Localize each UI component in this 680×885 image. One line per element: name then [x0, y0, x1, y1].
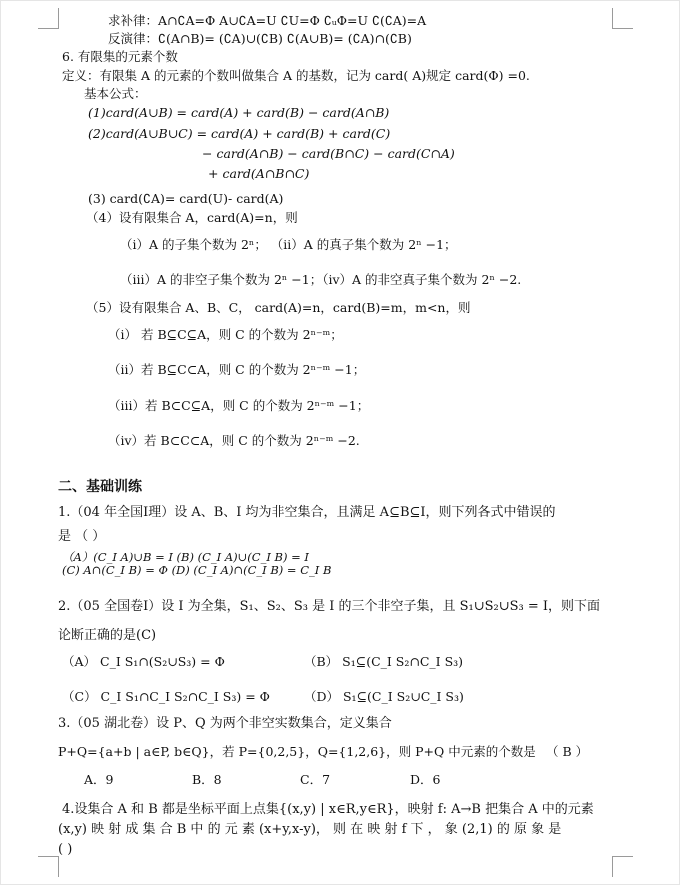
question-3-option-a: A．9 [84, 772, 114, 787]
item-4-nonempty-subsets: （ⅲ）A 的非空子集个数为 2ⁿ −1；（ⅳ）A 的非空真子集个数为 2ⁿ −2. [120, 272, 522, 287]
item-4-subsets: （ⅰ）A 的子集个数为 2ⁿ； （ⅱ）A 的真子集个数为 2ⁿ −1； [120, 237, 457, 252]
question-3-option-c: C．7 [300, 772, 331, 787]
question-3: 3.（05 湖北卷）设 P、Q 为两个非空实数集合，定义集合 [58, 716, 392, 731]
formula-1: (1)card(A∪B) = card(A) + card(B) − card(A∩B) [88, 105, 390, 120]
crop-mark-top-right [612, 8, 633, 29]
section-2-heading: 二、基础训练 [58, 479, 142, 495]
question-2-option-b: （B） S₁⊆(C_I S₂∩C_I S₃) [304, 654, 464, 669]
item-5-case-i: （ⅰ） 若 B⊆C⊆A，则 C 的个数为 2ⁿ⁻ᵐ； [108, 327, 343, 342]
definition-line: 定义：有限集 A 的元素的个数叫做集合 A 的基数，记为 card( A)规定 card(Φ) =0. [62, 68, 530, 83]
question-4-continued: (x,y) 映 射 成 集 合 B 中 的 元 素 (x+y,x-y)， 则 在 映 射 f 下 ， 象 (2,1) 的 原 象 是 [58, 822, 562, 837]
question-2: 2.（05 全国卷Ⅰ）设 I 为全集，S₁、S₂、S₃ 是 I 的三个非空子集，且 S₁∪S₂∪S₃ = I，则下面 [58, 599, 601, 614]
question-2-option-d: （D） S₁⊆(C_I S₂∪C_I S₃) [304, 689, 464, 704]
formula-2: (2)card(A∪B∪C) = card(A) + card(B) + card(C) [88, 126, 391, 141]
item-4-heading: （4）设有限集合 A，card(A)=n，则 [86, 210, 298, 225]
item-5-heading: （5）设有限集合 A、B、C， card(A)=n，card(B)=m，m<n，则 [86, 300, 471, 315]
question-1-options-cd: (C) A∩(C_I B) = Φ (D) (C_I A)∩(C_I B) = C_I B [62, 563, 332, 577]
crop-mark-bottom-left [38, 856, 59, 877]
crop-mark-top-left [38, 8, 59, 29]
section-6-heading: 6. 有限集的元素个数 [62, 49, 178, 64]
de-morgan-law: 反演律：∁(A∩B)= (∁A)∪(∁B) ∁(A∪B)= (∁A)∩(∁B) [108, 31, 412, 46]
question-3-definition: P+Q={a+b | a∈P, b∈Q}，若 P={0,2,5}，Q={1,2,6}，则 P+Q 中元素的个数是 [58, 744, 536, 759]
question-4-blank: ( ) [58, 842, 73, 857]
item-5-case-iv: （ⅳ）若 B⊂C⊂A，则 C 的个数为 2ⁿ⁻ᵐ −2. [108, 433, 360, 448]
question-1-options-ab: （A）(C_I A)∪B = I (B) (C_I A)∪(C_I B) = I [62, 550, 309, 564]
question-3-answer: （ B ） [546, 744, 589, 759]
complement-law: 求补律：A∩∁A=Φ A∪∁A=U ∁U=Φ ∁ᵤΦ=U ∁(∁A)=A [108, 13, 427, 28]
question-3-option-d: D．6 [410, 772, 441, 787]
item-5-case-iii: （ⅲ）若 B⊂C⊆A，则 C 的个数为 2ⁿ⁻ᵐ −1； [108, 398, 370, 413]
crop-mark-bottom-right [612, 856, 633, 877]
question-2-option-a: （A） C_I S₁∩(S₂∪S₃) = Φ [62, 654, 225, 669]
item-5-case-ii: （ⅱ）若 B⊆C⊂A，则 C 的个数为 2ⁿ⁻ᵐ −1； [108, 362, 366, 377]
question-1: 1.（04 年全国Ⅰ理）设 A、B、I 均为非空集合，且满足 A⊆B⊆I，则下列各式中错误的 [58, 505, 556, 520]
formula-2-continued-2: + card(A∩B∩C) [208, 166, 310, 181]
question-2-continued: 论断正确的是(C) [58, 628, 157, 643]
question-2-option-c: （C） C_I S₁∩C_I S₂∩C_I S₃) = Φ [62, 689, 270, 704]
basic-formula-label: 基本公式： [84, 86, 147, 101]
question-1-blank: 是 （ ） [58, 529, 106, 544]
question-4: 4.设集合 A 和 B 都是坐标平面上点集{(x,y) | x∈R,y∈R}，映射 f: A→B 把集合 A 中的元素 [62, 802, 594, 817]
question-3-option-b: B．8 [192, 772, 222, 787]
formula-2-continued-1: − card(A∩B) − card(B∩C) − card(C∩A) [202, 146, 455, 161]
formula-3: (3) card(∁A)= card(U)- card(A) [88, 191, 284, 206]
